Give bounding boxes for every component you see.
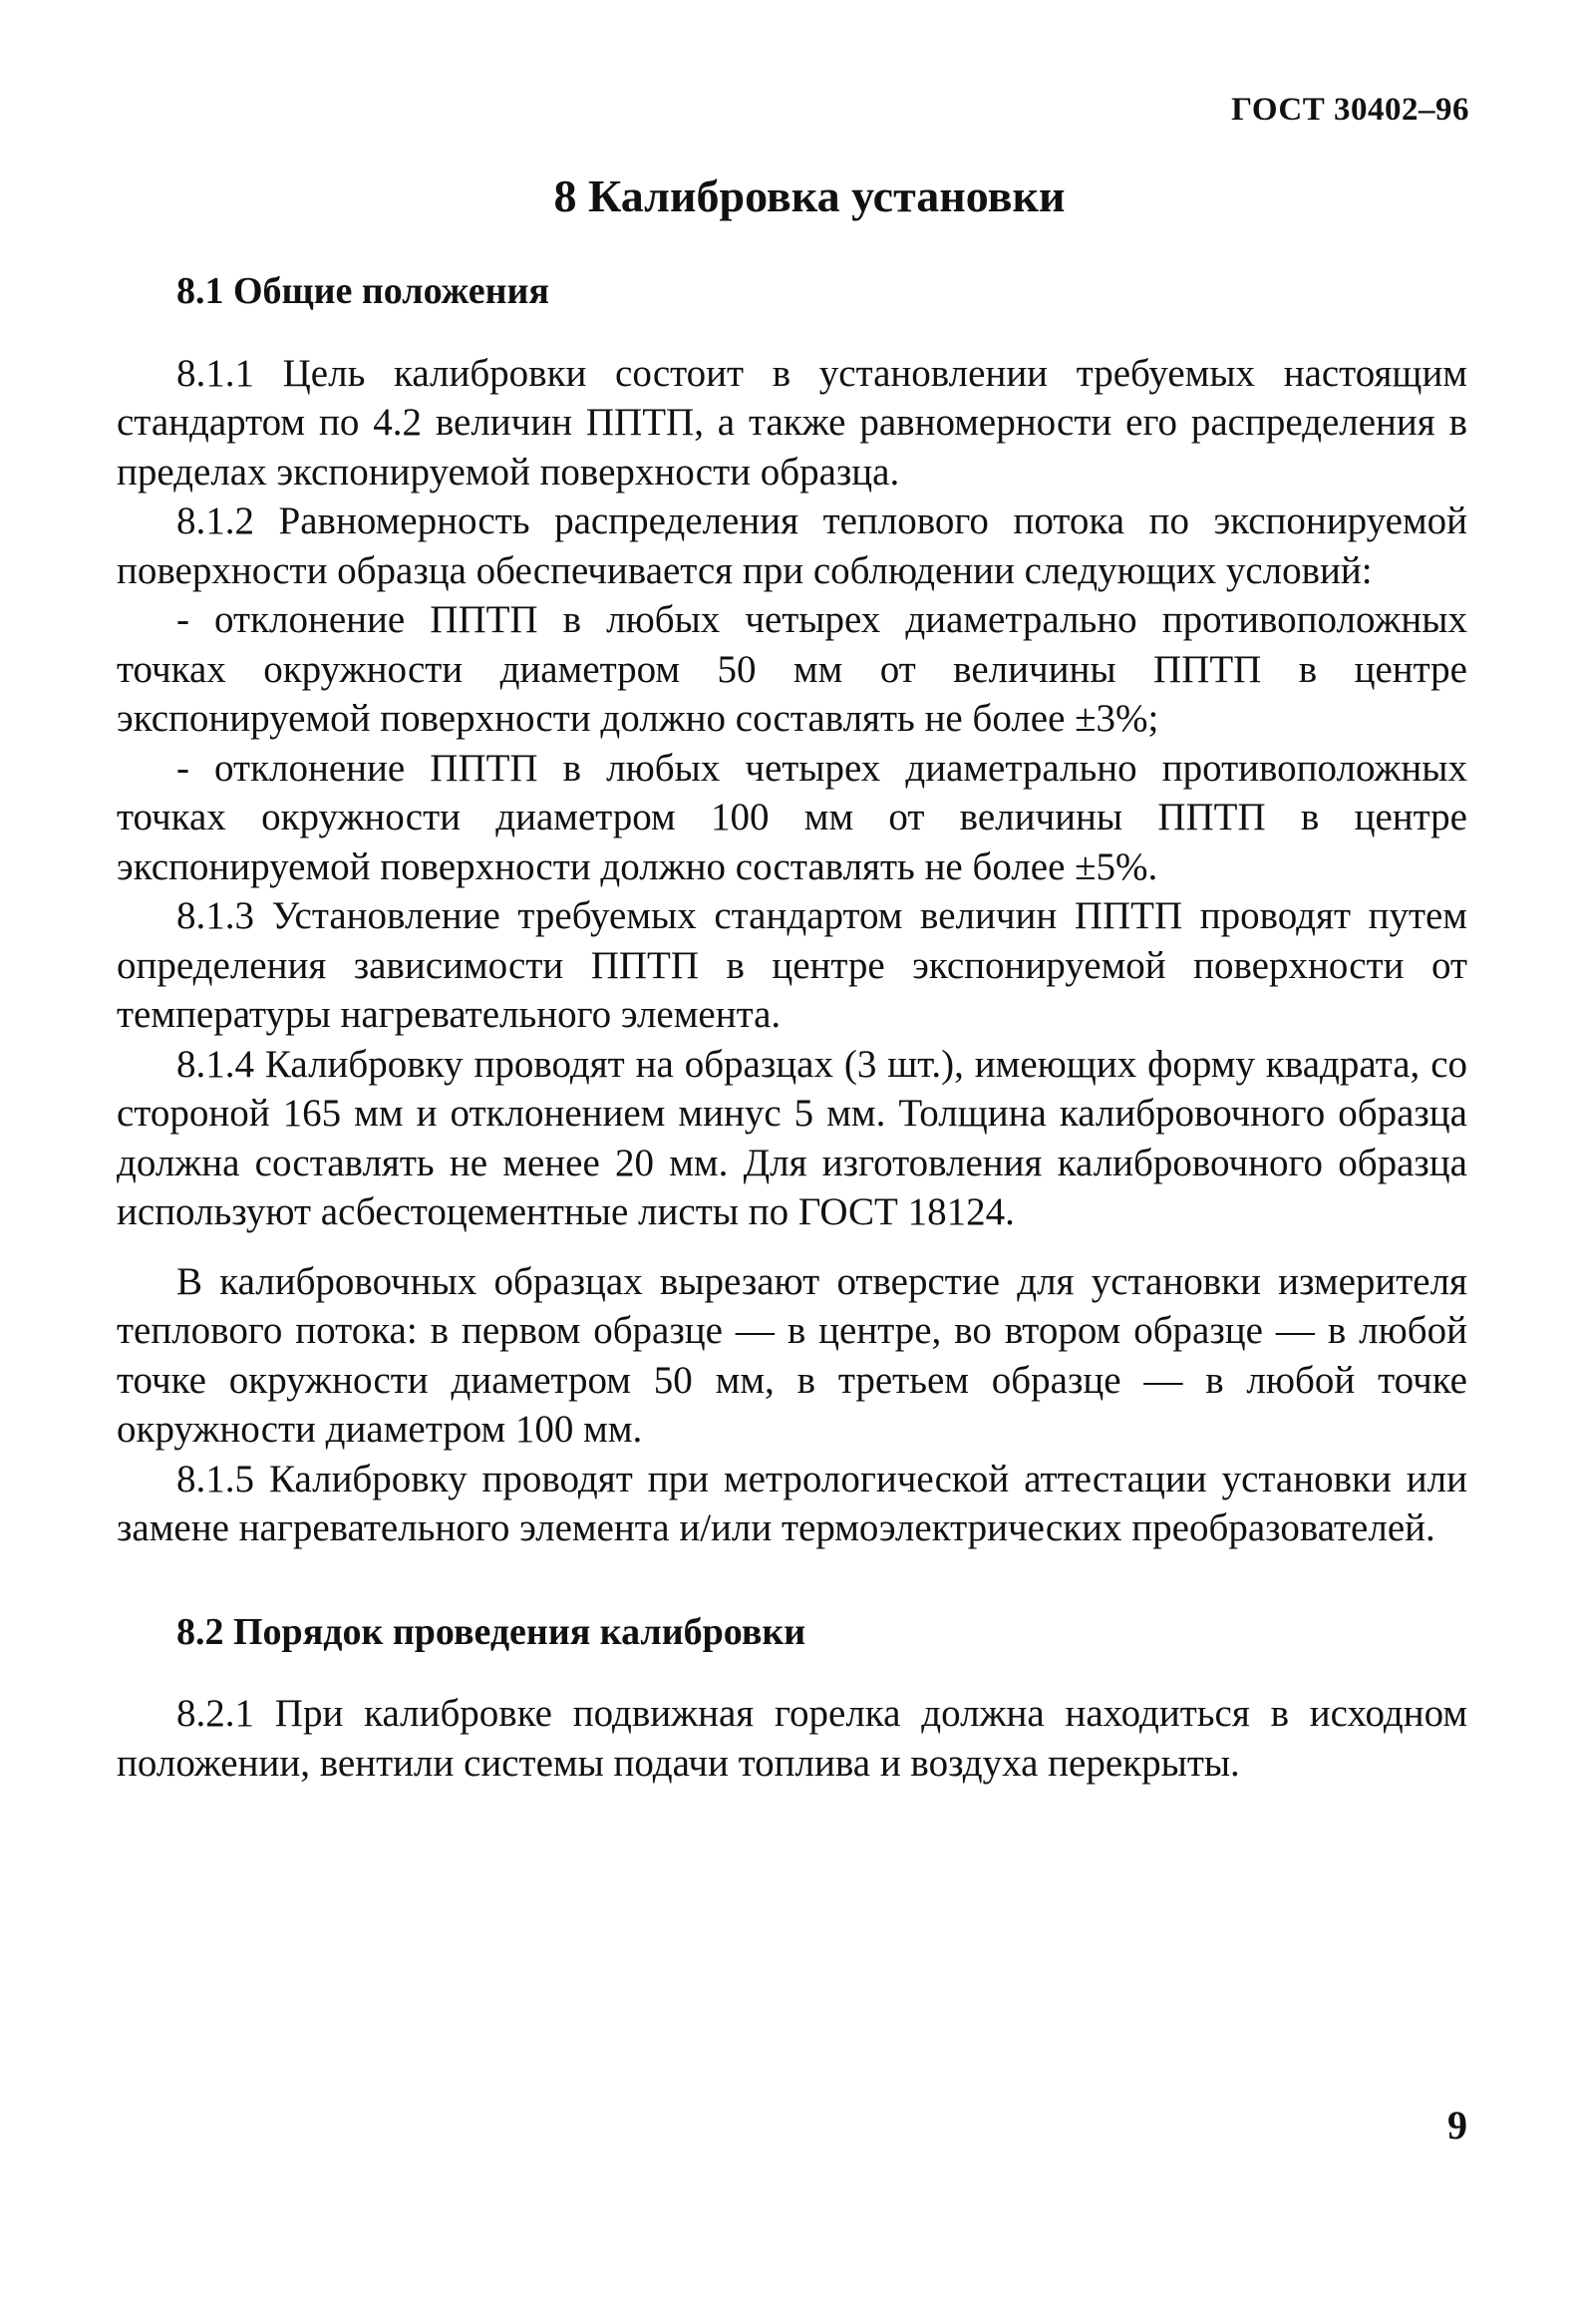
paragraph-8-1-1: 8.1.1 Цель калибровки состоит в установлении требуемых настоящим стандартом по 4.2 величин ППТП, а также равномерности его распределения в пределах экспонируемой поверхности образца. (117, 351, 1467, 494)
subsection-heading-8-1: 8.1 Общие положения (176, 270, 549, 312)
paragraph-8-1-4: 8.1.4 Калибровку проводят на образцах (3 шт.), имеющих форму квадрата, со стороной 165 мм и отклонением минус 5 мм. Толщина калибровочного образца должна составлять не менее 20 мм. Для изготовления калибровочного образца используют асбестоцементные листы по ГОСТ 18124. (117, 1042, 1467, 1233)
paragraph-8-1-2: 8.1.2 Равномерность распределения теплового потока по экспонируемой поверхности образца обеспечивается при соблюдении следующих условий: (117, 499, 1467, 592)
paragraph-8-1-5: 8.1.5 Калибровку проводят при метрологической аттестации установки или замене нагревательного элемента и/или термоэлектрических преобразователей. (117, 1457, 1467, 1549)
list-item-deviation-50mm: - отклонение ППТП в любых четырех диаметрально противоположных точках окружности диаметром 50 мм от величины ППТП в центре экспонируемой поверхности должно составлять не более ±3%; (117, 598, 1467, 740)
paragraph-8-1-3: 8.1.3 Установление требуемых стандартом величин ППТП проводят путем определения зависимости ППТП в центре экспонируемой поверхности от температуры нагревательного элемента. (117, 894, 1467, 1036)
paragraph-sample-holes: В калибровочных образцах вырезают отверстие для установки измерителя теплового потока: в первом образце — в центре, во втором образце — в любой точке окружности диаметром 50 мм, в третьем образце — в любой точке окружности диаметром 100 мм. (117, 1259, 1467, 1451)
list-item-deviation-100mm: - отклонение ППТП в любых четырех диаметрально противоположных точках окружности диаметром 100 мм от величины ППТП в центре экспонируемой поверхности должно составлять не более ±5%. (117, 746, 1467, 888)
document-code: ГОСТ 30402–96 (1231, 92, 1469, 128)
paragraph-8-2-1: 8.2.1 При калибровке подвижная горелка должна находиться в исходном положении, вентили системы подачи топлива и воздуха перекрыты. (117, 1692, 1467, 1785)
page-number: 9 (1447, 2103, 1467, 2148)
page-body (117, 267, 1467, 1788)
section-title: 8 Калибровка установки (553, 170, 1066, 221)
subsection-heading-8-2: 8.2 Порядок проведения калибровки (176, 1610, 806, 1653)
